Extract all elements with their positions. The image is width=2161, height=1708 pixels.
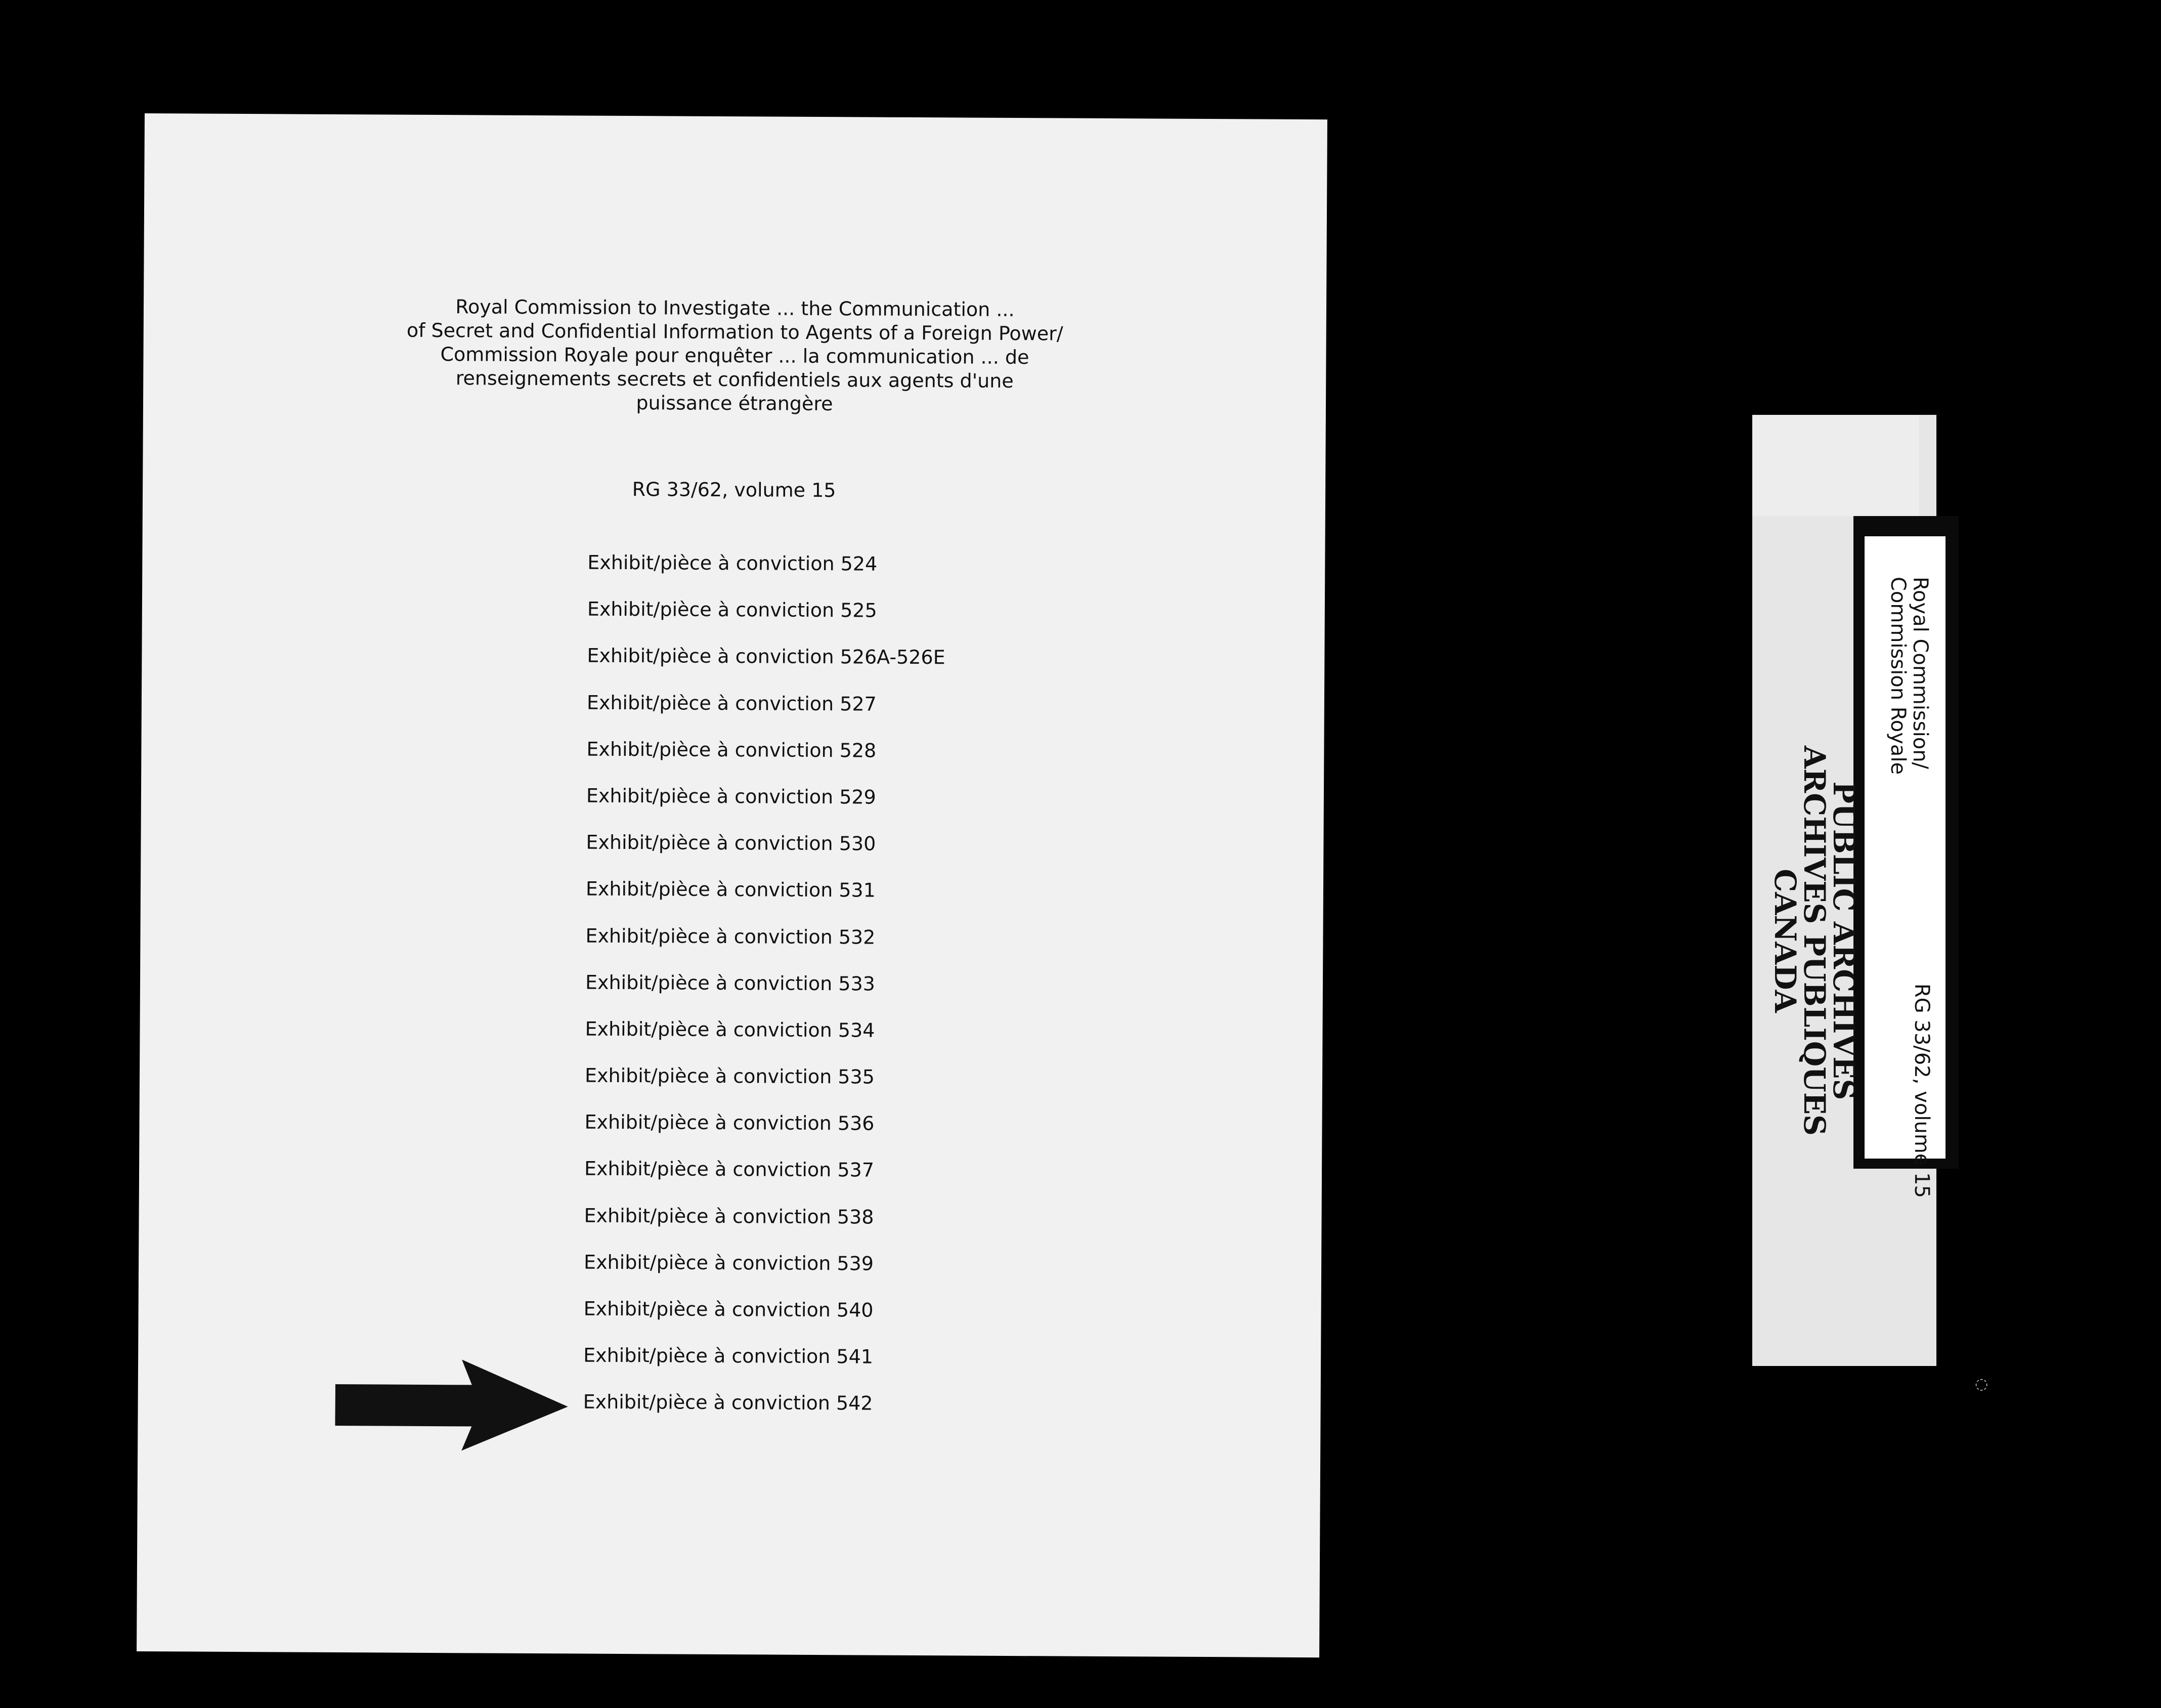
title-line: of Secret and Confidential Information to Agents of a Foreign Power/ bbox=[406, 319, 1063, 345]
exhibit-item: Exhibit/pièce à conviction 529 bbox=[586, 784, 876, 808]
exhibit-item: Exhibit/pièce à conviction 527 bbox=[586, 691, 877, 715]
title-line: Commission Royale pour enquêter ... la communication ... de bbox=[440, 343, 1029, 369]
label-tab bbox=[1752, 415, 1919, 516]
label-commission-line: Royal Commission/ bbox=[1909, 577, 1932, 770]
exhibit-item: Exhibit/pièce à conviction 526A-526E bbox=[587, 644, 945, 669]
record-group-reference: RG 33/62, volume 15 bbox=[632, 478, 836, 502]
exhibit-item: Exhibit/pièce à conviction 532 bbox=[585, 924, 876, 949]
title-line: Royal Commission to Investigate ... the Communication ... bbox=[455, 295, 1015, 321]
exhibit-item: Exhibit/pièce à conviction 534 bbox=[585, 1017, 875, 1042]
exhibit-item: Exhibit/pièce à conviction 538 bbox=[584, 1204, 874, 1228]
exhibit-item: Exhibit/pièce à conviction 541 bbox=[583, 1344, 874, 1368]
title-line: puissance étrangère bbox=[636, 392, 833, 415]
exhibit-item: Exhibit/pièce à conviction 542 bbox=[583, 1390, 873, 1415]
exhibit-item: Exhibit/pièce à conviction 537 bbox=[584, 1158, 875, 1182]
label-commission-line: Commission Royale bbox=[1886, 577, 1910, 775]
document-page bbox=[137, 113, 1327, 1657]
exhibit-item: Exhibit/pièce à conviction 531 bbox=[585, 877, 876, 902]
label-archive-line: PUBLIC ARCHIVES bbox=[1827, 781, 1861, 1100]
exhibit-item: Exhibit/pièce à conviction 530 bbox=[586, 831, 876, 855]
exhibit-item: Exhibit/pièce à conviction 533 bbox=[585, 971, 875, 995]
exhibit-item: Exhibit/pièce à conviction 539 bbox=[584, 1251, 874, 1275]
label-reference: RG 33/62, volume 15 bbox=[1910, 984, 1933, 1199]
exhibit-item: Exhibit/pièce à conviction 524 bbox=[587, 551, 878, 575]
exhibit-item: Exhibit/pièce à conviction 528 bbox=[586, 738, 877, 762]
title-line: renseignements secrets et confidentiels aux agents d'une bbox=[455, 367, 1014, 393]
label-archive-line: CANADA bbox=[1768, 869, 1802, 1013]
label-commission-name bbox=[1887, 577, 1931, 775]
exhibit-item: Exhibit/pièce à conviction 535 bbox=[584, 1064, 875, 1088]
label-archive-name bbox=[1770, 746, 1859, 1136]
exhibit-item: Exhibit/pièce à conviction 525 bbox=[587, 597, 877, 622]
arrow-right-icon bbox=[335, 1359, 568, 1451]
label-archive-line: ARCHIVES PUBLIQUES bbox=[1797, 746, 1832, 1136]
exhibit-item: Exhibit/pièce à conviction 536 bbox=[584, 1111, 875, 1135]
exhibit-list bbox=[583, 551, 945, 1439]
commission-title bbox=[143, 293, 1326, 418]
exhibit-item: Exhibit/pièce à conviction 540 bbox=[583, 1297, 874, 1321]
scanner-mark: ◌ bbox=[1975, 1375, 1989, 1393]
